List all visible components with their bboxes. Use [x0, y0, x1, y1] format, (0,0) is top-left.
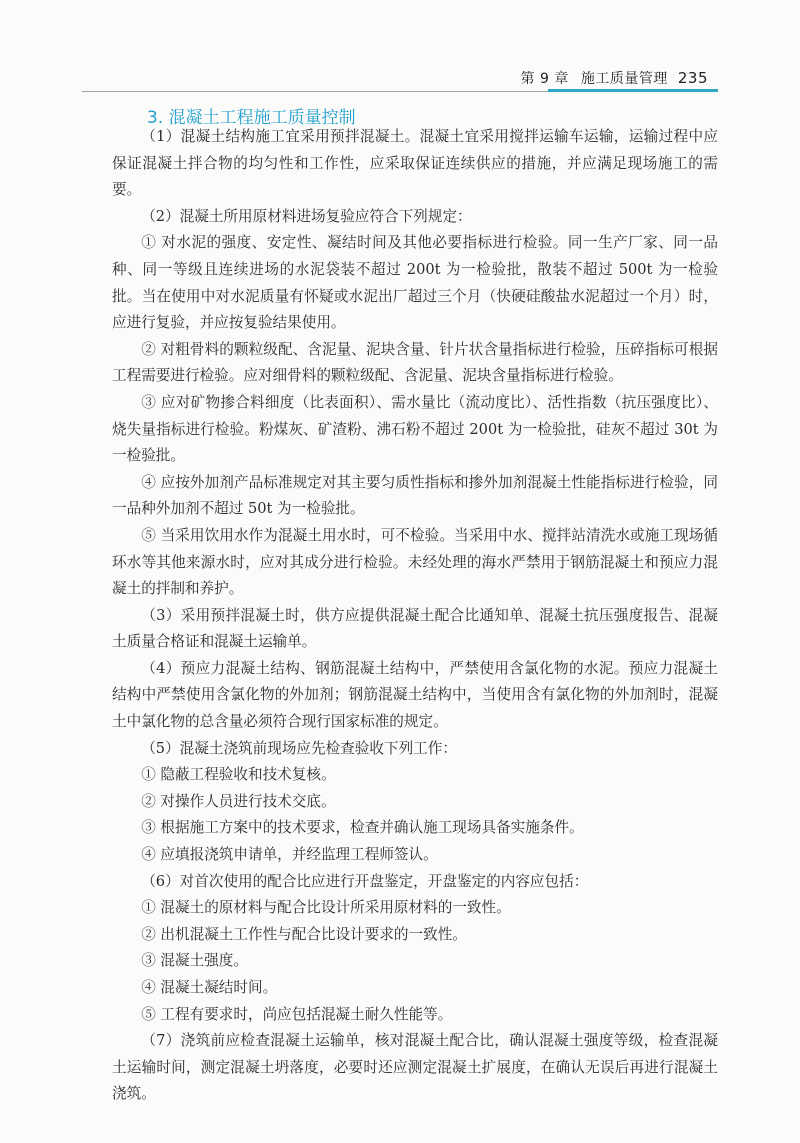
paragraph: （2）混凝土所用原材料进场复验应符合下列规定： [141, 207, 472, 225]
paragraph: ① 混凝土的原材料与配合比设计所采用原材料的一致性。 [141, 899, 511, 917]
paragraph: ② 出机混凝土工作性与配合比设计要求的一致性。 [141, 925, 467, 943]
paragraph: ⑤ 当采用饮用水作为混凝土用水时，可不检验。当采用中水、搅拌站清洗水或施工现场循环水等其他来源水时，应对其成分进行检验。未经处理的海水严禁用于钢筋混凝土和预应力混凝土的拌制和养护。 [112, 526, 718, 598]
page-number: 235 [677, 69, 708, 87]
running-header [0, 62, 800, 92]
paragraph: ① 对水泥的强度、安定性、凝结时间及其他必要指标进行检验。同一生产厂家、同一品种、同一等级且连续进场的水泥袋装不超过 200t 为一检验批，散装不超过 500t 为一检验批。当在使用中对水泥质量有怀疑或水泥出厂超过三个月（快硬硅酸盐水泥超过一个月）时，应进行复验，并应按复验结果使用。 [112, 234, 718, 332]
paragraph: ④ 应填报浇筑申请单，并经监理工程师签认。 [141, 846, 438, 864]
chapter-title: 施工质量管理 [580, 71, 668, 87]
paragraph: （3）采用预拌混凝土时，供方应提供混凝土配合比通知单、混凝土抗压强度报告、混凝土质量合格证和混凝土运输单。 [112, 606, 718, 651]
chapter-label: 第 9 章 [520, 71, 569, 87]
paragraph: ③ 应对矿物掺合料细度（比表面积）、需水量比（流动度比）、活性指数（抗压强度比）、烧失量指标进行检验。粉煤灰、矿渣粉、沸石粉不超过 200t 为一检验批，硅灰不超过 30t 为一检验批。 [112, 393, 718, 465]
paragraph: （5）混凝土浇筑前现场应先检查验收下列工作： [141, 739, 457, 757]
paragraph: （7）浇筑前应检查混凝土运输单，核对混凝土配合比，确认混凝土强度等级，检查混凝土运输时间，测定混凝土坍落度，必要时还应测定混凝土扩展度，在确认无误后再进行混凝土浇筑。 [112, 1032, 718, 1103]
paragraph: （6）对首次使用的配合比应进行开盘鉴定，开盘鉴定的内容应包括： [141, 872, 589, 890]
body-text [112, 124, 718, 1108]
paragraph: ④ 混凝土凝结时间。 [141, 979, 278, 996]
paragraph: ① 隐蔽工程验收和技术复核。 [141, 766, 336, 784]
header-text [521, 68, 708, 88]
paragraph: ② 对粗骨料的颗粒级配、含泥量、泥块含量、针片状含量指标进行检验，压碎指标可根据工程需要进行检验。应对细骨料的颗粒级配、含泥量、泥块含量指标进行检验。 [112, 340, 718, 385]
paragraph: （4）预应力混凝土结构、钢筋混凝土结构中，严禁使用含氯化物的水泥。预应力混凝土结构中严禁使用含氯化物的外加剂；钢筋混凝土结构中，当使用含有氯化物的外加剂时，混凝土中氯化物的总含量必须符合现行国家标准的规定。 [112, 659, 718, 731]
paragraph: ⑤ 工程有要求时，尚应包括混凝土耐久性能等。 [141, 1005, 453, 1023]
paragraph: ④ 应按外加剂产品标准规定对其主要匀质性指标和掺外加剂混凝土性能指标进行检验，同一品种外加剂不超过 50t 为一检验批。 [112, 473, 718, 518]
section-title: 3. 混凝土工程施工质量控制 [147, 108, 356, 128]
paragraph: （1）混凝土结构施工宜采用预拌混凝土。混凝土宜采用搅拌运输车运输，运输过程中应保证混凝土拌合物的均匀性和工作性，应采取保证连续供应的措施，并应满足现场施工的需要。 [112, 128, 718, 199]
paragraph: ③ 混凝土强度。 [141, 952, 248, 970]
header-accent-bar [548, 89, 718, 92]
paragraph: ③ 根据施工方案中的技术要求，检查并确认施工现场具备实施条件。 [141, 819, 584, 837]
paragraph: ② 对操作人员进行技术交底。 [141, 792, 336, 810]
